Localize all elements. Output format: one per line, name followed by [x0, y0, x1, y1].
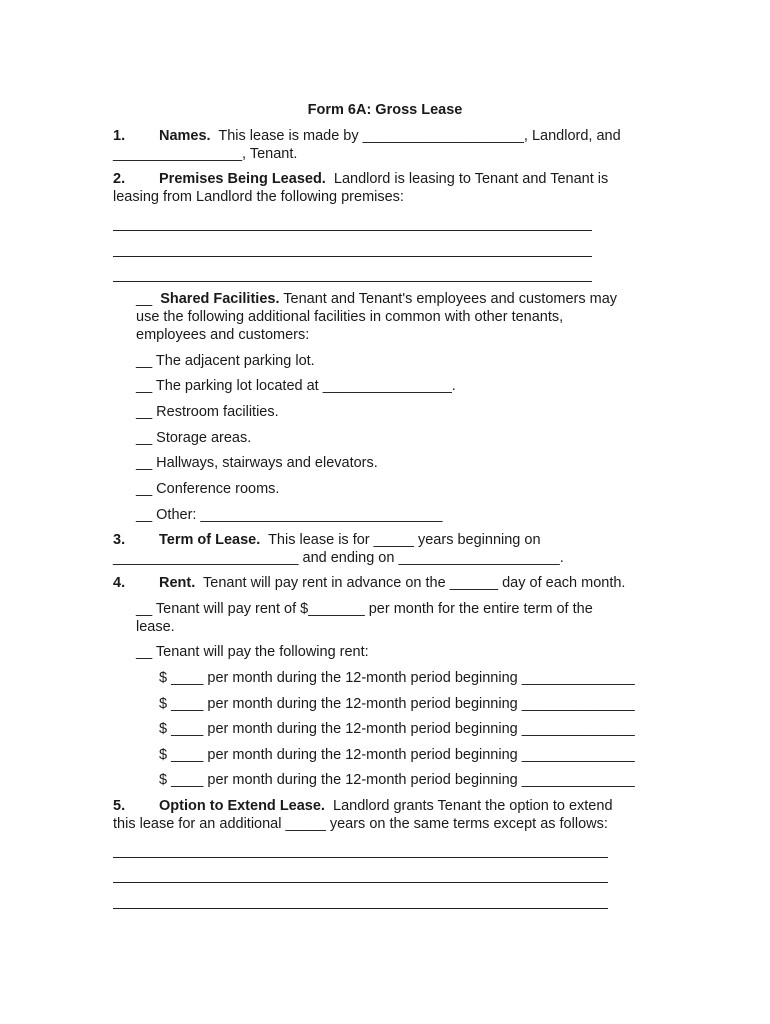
- section-4-number: 4.: [113, 575, 126, 591]
- facility-option-storage[interactable]: __ Storage areas.: [136, 430, 252, 446]
- rent-option-fixed-continued: lease.: [136, 619, 175, 635]
- shared-facilities-text: Tenant and Tenant's employees and customers may: [283, 291, 618, 307]
- section-3-text: This lease is for _____ years beginning on: [268, 532, 541, 548]
- premises-blank-line[interactable]: [113, 256, 592, 257]
- section-5-line-2: this lease for an additional _____ years on the same terms except as follows:: [113, 816, 608, 832]
- section-2-line-1: [159, 170, 608, 188]
- section-5-number: 5.: [113, 798, 126, 814]
- extension-terms-blank-line[interactable]: [113, 882, 608, 883]
- extension-terms-blank-line[interactable]: [113, 908, 608, 909]
- facility-option-parking-lot[interactable]: __ The adjacent parking lot.: [136, 353, 315, 369]
- section-1-heading: Names.: [159, 128, 211, 144]
- section-1-line-1: [159, 127, 621, 145]
- rent-option-schedule[interactable]: __ Tenant will pay the following rent:: [136, 644, 369, 660]
- rent-schedule-row[interactable]: $ ____ per month during the 12-month period beginning ______________: [159, 696, 635, 712]
- section-4-heading: Rent.: [159, 575, 196, 591]
- rent-schedule-row[interactable]: $ ____ per month during the 12-month period beginning ______________: [159, 772, 635, 788]
- section-1-number: 1.: [113, 128, 126, 144]
- section-3-line-2: _______________________ and ending on ____________________.: [113, 550, 564, 566]
- section-2-number: 2.: [113, 171, 126, 187]
- section-3-number: 3.: [113, 532, 126, 548]
- facility-option-parking-location[interactable]: __ The parking lot located at ________________.: [136, 378, 456, 394]
- section-2-text: Landlord is leasing to Tenant and Tenant is: [333, 171, 609, 187]
- facility-option-other[interactable]: __ Other: ______________________________: [136, 507, 443, 523]
- premises-blank-line[interactable]: [113, 230, 592, 231]
- shared-facilities-line-2: use the following additional facilities in common with other tenants,: [136, 309, 564, 325]
- extension-terms-blank-line[interactable]: [113, 857, 608, 858]
- facility-option-hallways[interactable]: __ Hallways, stairways and elevators.: [136, 455, 378, 471]
- section-5-text: Landlord grants Tenant the option to extend: [333, 798, 613, 814]
- premises-blank-line[interactable]: [113, 281, 592, 282]
- rent-schedule-row[interactable]: $ ____ per month during the 12-month period beginning ______________: [159, 747, 635, 763]
- section-1-text: This lease is made by ____________________, Landlord, and: [218, 128, 621, 144]
- rent-schedule-row[interactable]: $ ____ per month during the 12-month period beginning ______________: [159, 721, 635, 737]
- rent-schedule-row[interactable]: $ ____ per month during the 12-month period beginning ______________: [159, 670, 635, 686]
- section-1-line-2: ________________, Tenant.: [113, 146, 298, 162]
- form-title: Form 6A: Gross Lease: [307, 102, 463, 118]
- shared-facilities-line-1: [136, 290, 617, 308]
- rent-option-fixed[interactable]: __ Tenant will pay rent of $_______ per month for the entire term of the: [136, 601, 593, 617]
- section-4-text: Tenant will pay rent in advance on the ______ day of each month.: [203, 575, 626, 591]
- facility-option-restroom[interactable]: __ Restroom facilities.: [136, 404, 279, 420]
- section-5-line-1: [159, 797, 613, 815]
- shared-facilities-line-3: employees and customers:: [136, 327, 310, 343]
- section-2-heading: Premises Being Leased.: [159, 171, 326, 187]
- section-5-heading: Option to Extend Lease.: [159, 798, 325, 814]
- shared-facilities-checkbox[interactable]: __: [136, 291, 153, 307]
- section-3-heading: Term of Lease.: [159, 532, 261, 548]
- section-2-line-2: leasing from Landlord the following premises:: [113, 189, 404, 205]
- section-3-line-1: [159, 531, 541, 549]
- section-4-line-1: [159, 574, 625, 592]
- shared-facilities-heading: Shared Facilities.: [160, 291, 280, 307]
- facility-option-conference[interactable]: __ Conference rooms.: [136, 481, 280, 497]
